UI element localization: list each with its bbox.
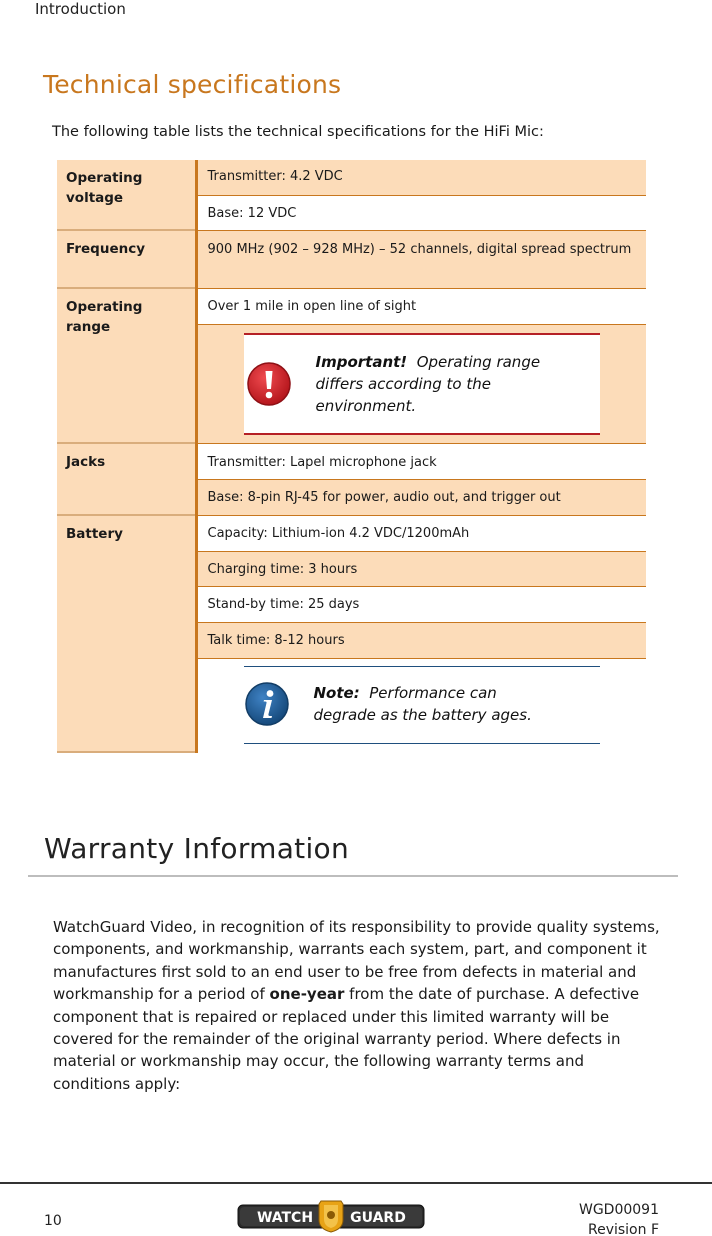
warranty-paragraph bbox=[53, 916, 663, 1095]
important-text: Operating range differs according to the environment. bbox=[315, 352, 541, 415]
jacks-base: Base: 8-pin RJ-45 for power, audio out, and trigger out bbox=[207, 489, 561, 505]
warranty-text-part1: WatchGuard Video, in recognition of its responsibility to provide quality systems, components, and workmanship, warrants each system, part, and component it manufactures first sold to an end user to be free from defects in material and workmanship for a period of bbox=[53, 918, 660, 1004]
spec-value bbox=[196, 288, 646, 324]
important-callout bbox=[244, 333, 601, 435]
note-text: Performance can degrade as the battery ages. bbox=[313, 684, 532, 724]
section-header: Introduction bbox=[35, 0, 126, 18]
jacks-transmitter: Transmitter: Lapel microphone jack bbox=[207, 454, 437, 470]
battery-talk: Talk time: 8-12 hours bbox=[207, 632, 345, 648]
frequency-value: 900 MHz (902 – 928 MHz) – 52 channels, digital spread spectrum bbox=[207, 241, 632, 257]
note-label: Note: bbox=[313, 684, 360, 702]
info-icon bbox=[244, 681, 290, 727]
table-row bbox=[57, 443, 646, 479]
spec-value bbox=[196, 551, 646, 586]
warranty-heading: Warranty Information bbox=[44, 832, 350, 865]
document-id: WGD00091 bbox=[578, 1202, 659, 1218]
table-row bbox=[57, 230, 646, 288]
watchguard-logo bbox=[237, 1200, 425, 1233]
tech-specs-intro: The following table lists the technical specifications for the HiFi Mic: bbox=[52, 124, 544, 140]
spec-key-battery: Battery bbox=[57, 515, 196, 752]
spec-table bbox=[57, 160, 646, 753]
important-label: Important! bbox=[315, 352, 408, 371]
tech-specs-heading: Technical specifications bbox=[43, 70, 342, 99]
battery-standby: Stand-by time: 25 days bbox=[207, 596, 360, 612]
spec-value bbox=[196, 515, 646, 551]
revision: Revision F bbox=[587, 1222, 659, 1236]
voltage-base: Base: 12 VDC bbox=[207, 205, 297, 221]
svg-text:GUARD: GUARD bbox=[350, 1210, 406, 1226]
document-id-block bbox=[579, 1200, 659, 1236]
footer-divider bbox=[0, 1182, 712, 1184]
table-row bbox=[57, 288, 646, 324]
spec-value bbox=[196, 195, 646, 230]
spec-value bbox=[196, 658, 646, 752]
voltage-transmitter: Transmitter: 4.2 VDC bbox=[207, 169, 343, 184]
spec-key-voltage: Operating voltage bbox=[57, 160, 196, 230]
battery-capacity: Capacity: Lithium-ion 4.2 VDC/1200mAh bbox=[207, 525, 470, 541]
spec-value bbox=[196, 622, 646, 658]
warranty-text-part2: from the date of purchase. A defective component that is repaired or replaced under this limited warranty will be covered for the remainder of the original warranty period. Where defects in material or workmanship may occur, the following warranty terms and conditions apply: bbox=[53, 985, 640, 1093]
warranty-period: one-year bbox=[269, 985, 345, 1004]
table-row bbox=[57, 160, 646, 195]
spec-key-jacks: Jacks bbox=[57, 443, 196, 515]
spec-key-frequency: Frequency bbox=[57, 230, 196, 288]
spec-value bbox=[196, 324, 646, 443]
spec-key-range: Operating range bbox=[57, 288, 196, 443]
range-value: Over 1 mile in open line of sight bbox=[207, 298, 417, 314]
note-callout bbox=[244, 666, 601, 744]
spec-value bbox=[196, 479, 646, 515]
spec-value bbox=[196, 586, 646, 622]
page-number: 10 bbox=[44, 1213, 62, 1229]
warranty-divider bbox=[28, 875, 678, 877]
spec-value bbox=[196, 230, 646, 288]
battery-charging: Charging time: 3 hours bbox=[207, 561, 358, 577]
spec-value bbox=[196, 443, 646, 479]
important-icon bbox=[246, 361, 292, 407]
spec-value bbox=[196, 160, 646, 195]
table-row bbox=[57, 515, 646, 551]
svg-text:WATCH: WATCH bbox=[256, 1210, 314, 1226]
